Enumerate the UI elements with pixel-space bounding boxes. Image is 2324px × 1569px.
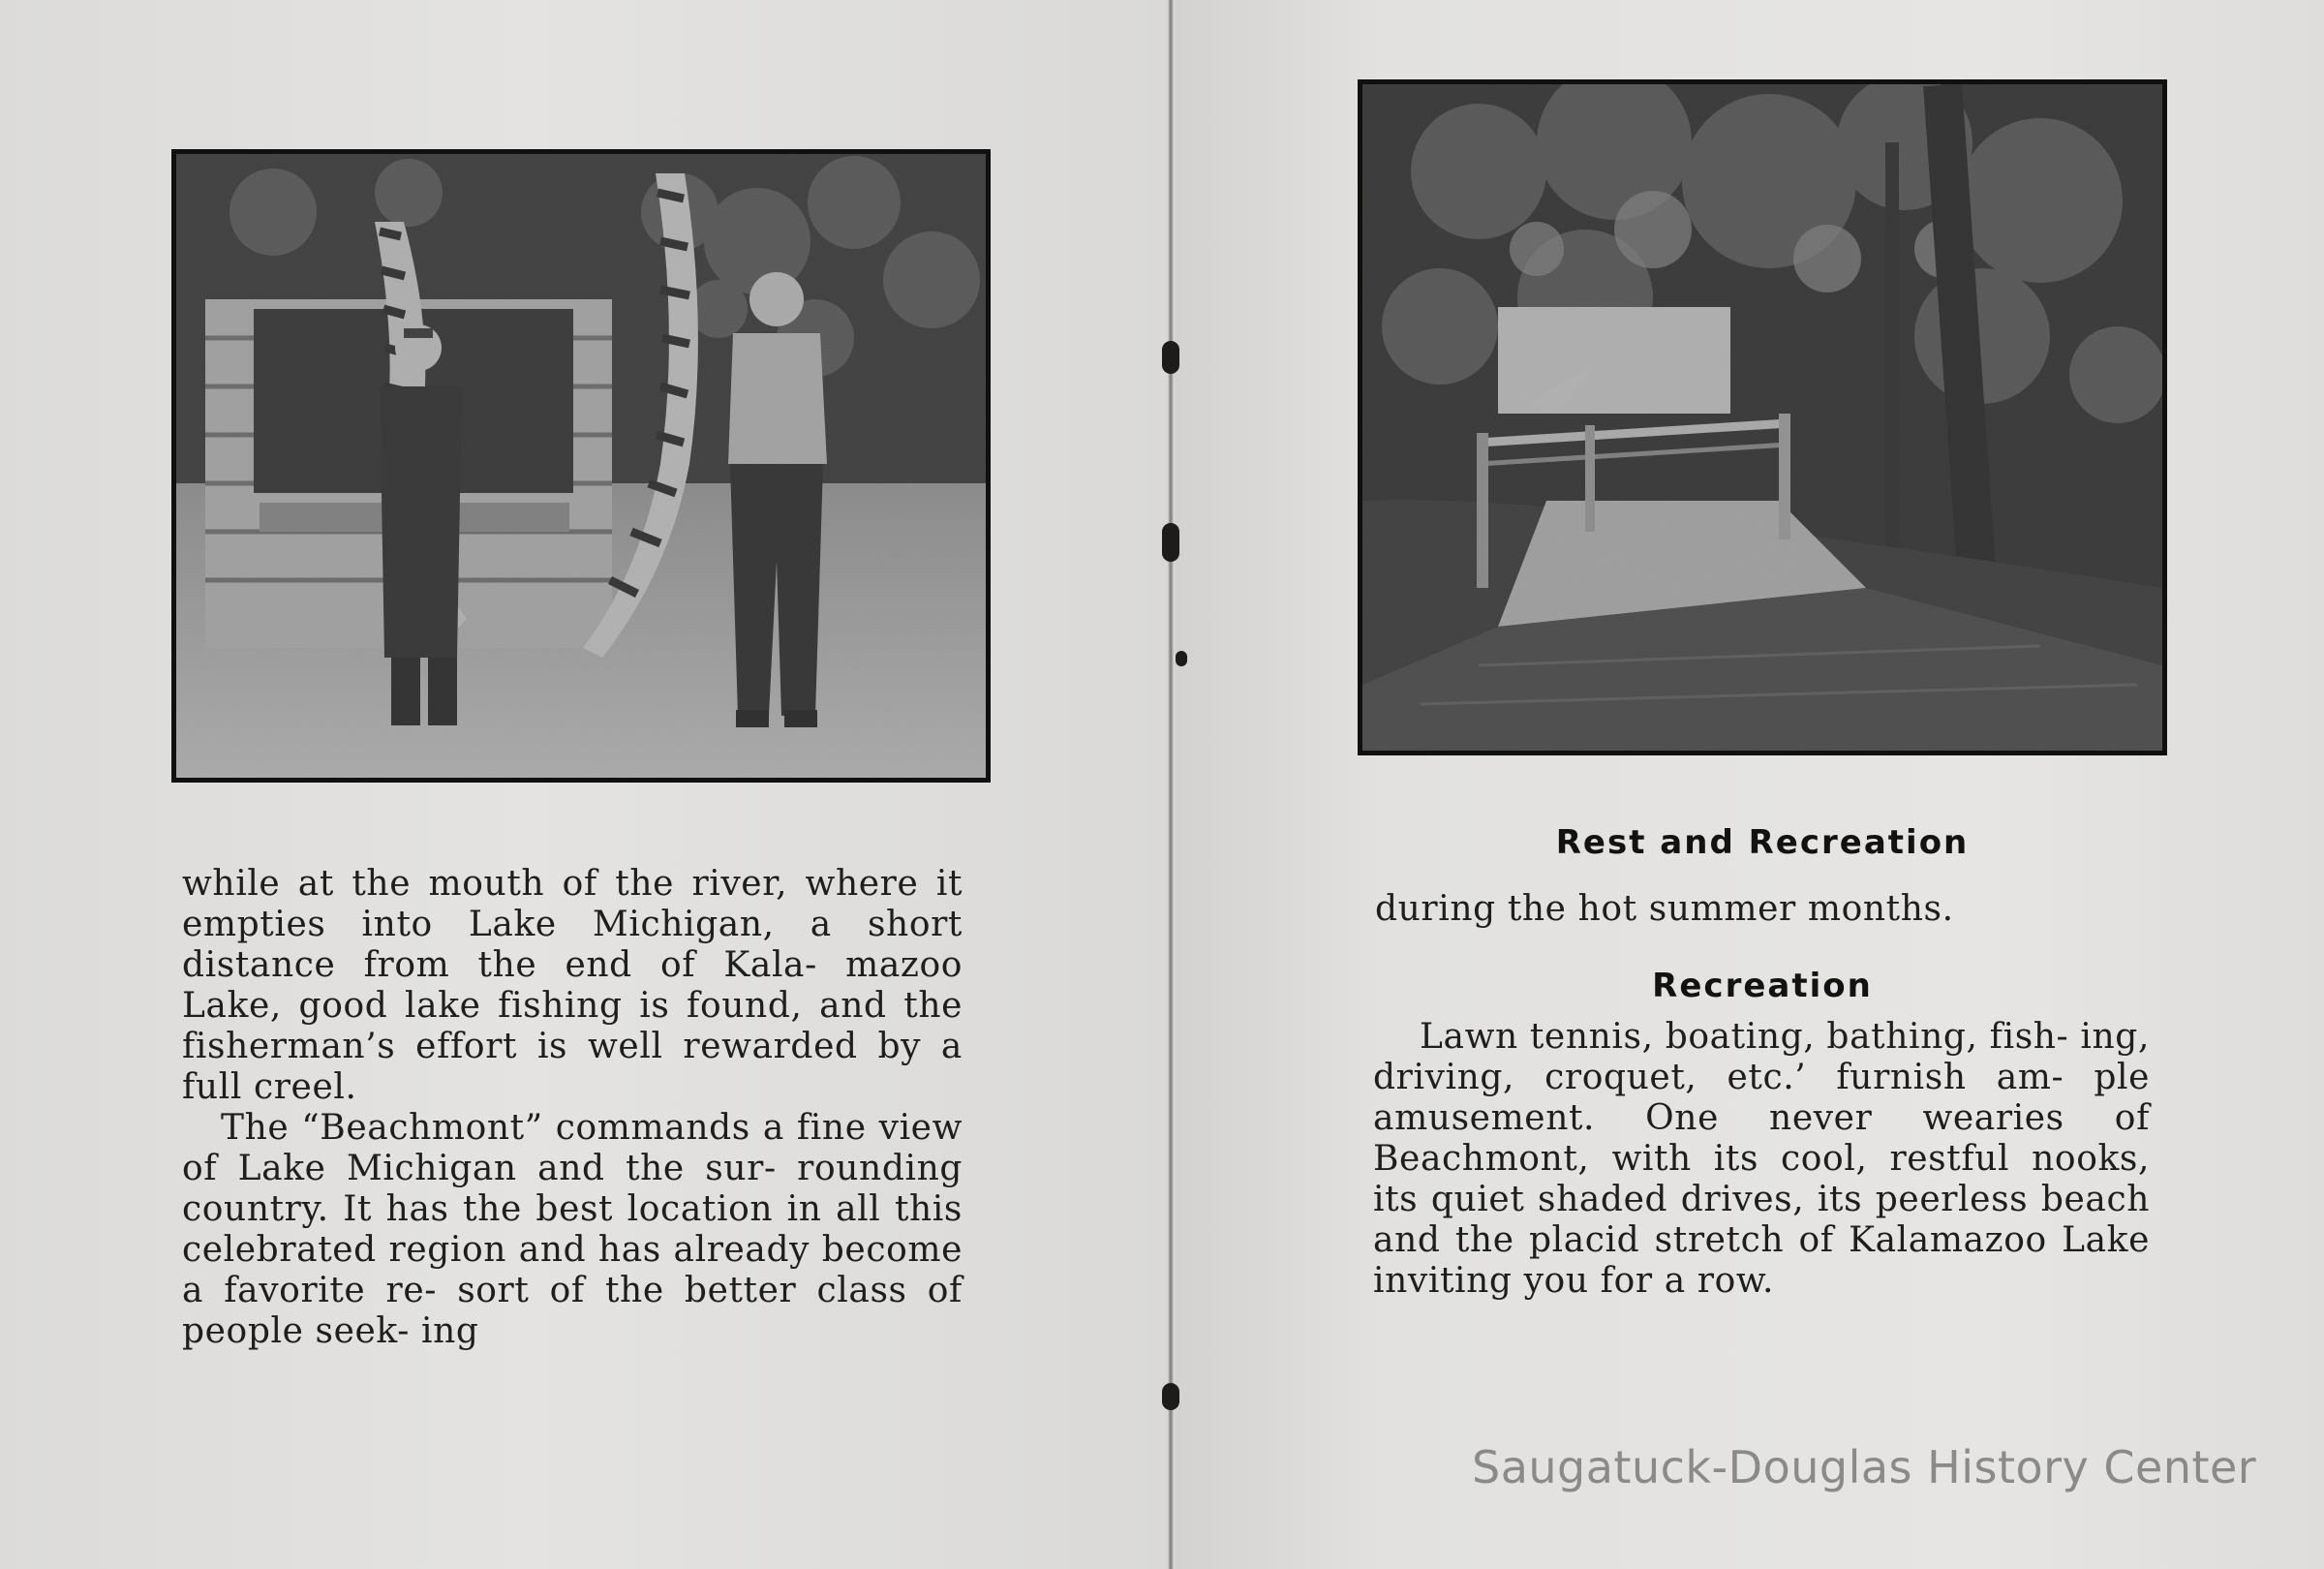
text-line: Beachmont, with its cool, restful	[1373, 1139, 2010, 1179]
text-line: well rewarded by a full creel.	[182, 1027, 963, 1107]
watermark-credit: Saugatuck-Douglas History Center	[1472, 1441, 2257, 1493]
text-line: it empties into Lake Michigan, a	[182, 864, 963, 944]
staple-middle	[1162, 523, 1179, 562]
heading-recreation: Recreation	[1652, 967, 1873, 1005]
bridge-photo-illustration	[1362, 84, 2162, 751]
fishermen-photo	[171, 149, 991, 783]
text-line: sort of the better class of people seek-	[182, 1271, 963, 1351]
text-line: ing	[421, 1311, 479, 1351]
text-line: ing, driving, croquet, etc.’ furnish am-	[1373, 1017, 2150, 1097]
paragraph-recreation	[1373, 1017, 2150, 1302]
continuation-text	[1375, 889, 2150, 930]
staple-dot	[1176, 651, 1187, 666]
text-line: peerless beach and the placid stretch	[1373, 1180, 2150, 1260]
staple-bottom	[1162, 1383, 1179, 1410]
fishermen-photo-illustration	[176, 154, 986, 778]
text-line: nooks, its quiet shaded drives, its	[1373, 1139, 2151, 1219]
text-line: Lawn tennis, boating, bathing, fish-	[1420, 1017, 2069, 1057]
paragraph-fishing	[182, 864, 963, 1108]
text-line: during the hot summer months.	[1375, 889, 1954, 929]
text-line: ple amusement. One never wearies of	[1373, 1058, 2151, 1138]
text-line: location in all this celebrated region	[182, 1189, 963, 1270]
text-line: while at the mouth of the river, where	[182, 864, 919, 904]
text-line: short distance from the end of Kala-	[182, 905, 963, 985]
text-line: rounding country. It has the best	[182, 1149, 963, 1229]
text-line: of Kalamazoo Lake inviting you for	[1373, 1220, 2150, 1301]
spine-fold	[1168, 0, 1174, 1569]
text-line: mazoo Lake, good lake fishing is	[182, 945, 963, 1026]
text-line: The “Beachmont” commands a fine	[221, 1108, 867, 1148]
staple-top	[1162, 341, 1179, 374]
left-page-text	[182, 864, 963, 1352]
heading-rest-and-recreation: Rest and Recreation	[1555, 823, 1970, 862]
paragraph-beachmont	[182, 1108, 963, 1352]
text-line: a row.	[1664, 1261, 1775, 1301]
text-line: view of Lake Michigan and the sur-	[182, 1108, 963, 1188]
text-line: and has already become a favorite re-	[182, 1230, 963, 1310]
recreation-paragraph	[1373, 1017, 2150, 1302]
bridge-photo	[1358, 79, 2167, 755]
text-line: found, and the fisherman’s effort is	[182, 986, 963, 1066]
